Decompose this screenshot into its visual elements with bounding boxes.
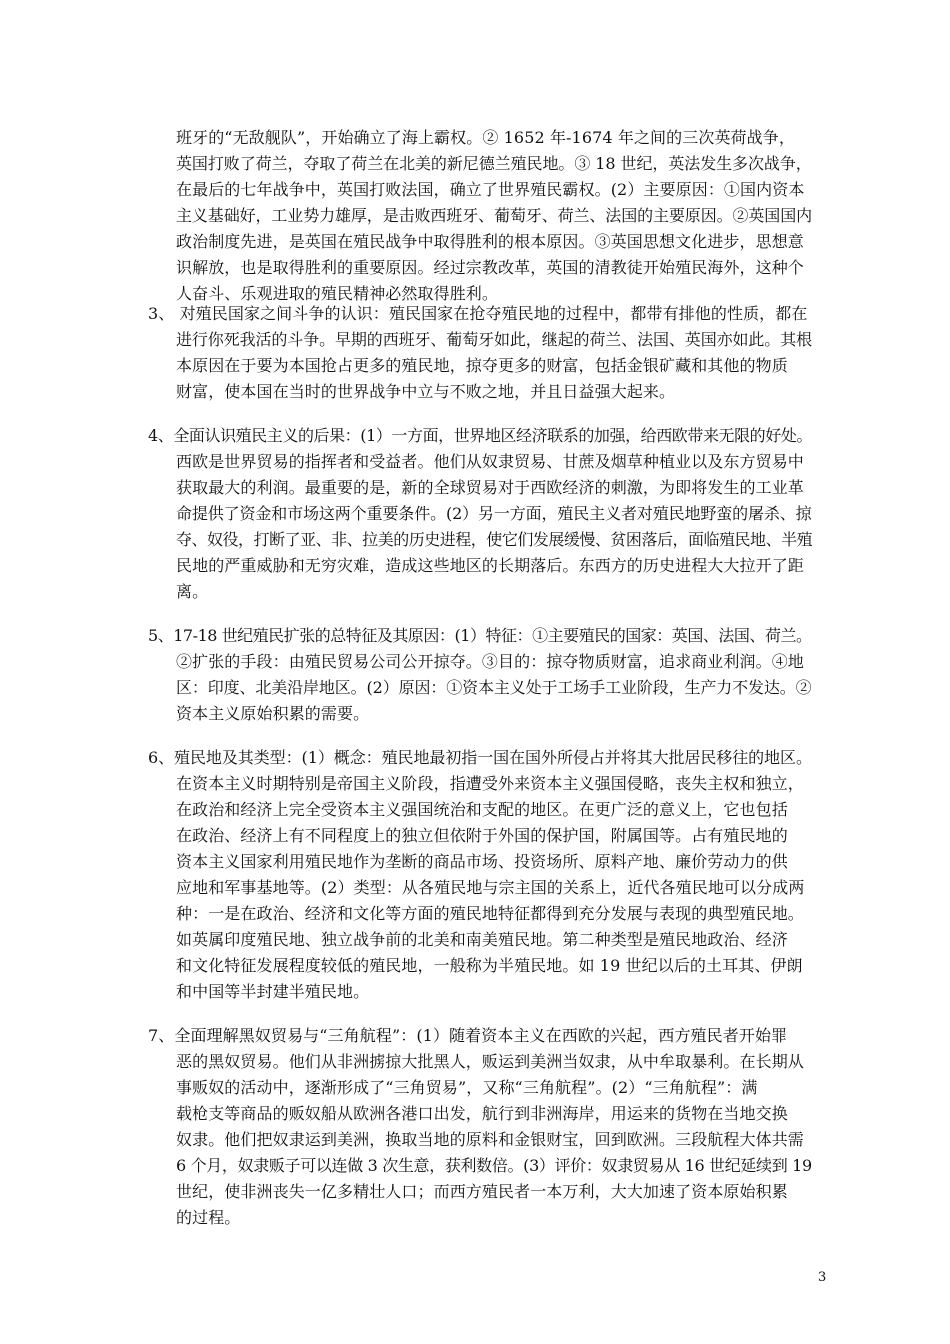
text-line: 西欧是世界贸易的指挥者和受益者。他们从奴隶贸易、甘蔗及烟草种植业以及东方贸易中 (176, 452, 804, 471)
text-line: 的过程。 (176, 1208, 241, 1227)
text-line: 主义基础好，工业势力雄厚，是击败西班牙、葡萄牙、荷兰、法国的主要原因。②英国国内 (176, 206, 813, 225)
section-4-first-line: 4、全面认识殖民主义的后果：(1）一方面，世界地区经济联系的加强，给西欧带来无限的好处。 (148, 426, 812, 445)
text-line: 政治制度先进，是英国在殖民战争中取得胜利的根本原因。③英国思想文化进步，思想意 (176, 232, 804, 251)
text-line: 载枪支等商品的贩奴船从欧洲各港口出发，航行到非洲海岸，用运来的货物在当地交换 (176, 1104, 788, 1123)
text-line: 财富，使本国在当时的世界战争中立与不败之地，并且日益强大起来。 (176, 382, 676, 401)
text-line: 离。 (176, 582, 209, 601)
text-line: 应地和军事基地等。(2）类型：从各殖民地与宗主国的关系上，近代各殖民地可以分成两 (176, 878, 805, 897)
text-line: 夺、奴役，打断了亚、非、拉美的历史进程，使它们发展缓慢、贫困落后，面临殖民地、半殖 (176, 530, 813, 549)
text-line: 和文化特征发展程度较低的殖民地，一般称为半殖民地。如 19 世纪以后的土耳其、伊朗 (176, 956, 803, 975)
text-line: 本原因在于要为本国抢占更多的殖民地，掠夺更多的财富，包括金银矿藏和其他的物质 (176, 356, 788, 375)
text-line: 种：一是在政治、经济和文化等方面的殖民地特征都得到充分发展与表现的典型殖民地。 (176, 904, 804, 923)
text-line: ②扩张的手段：由殖民贸易公司公开掠夺。③目的：掠夺物质财富，追求商业利润。④地 (176, 652, 804, 671)
text-line: 6 个月，奴隶贩子可以连做 3 次生意，获利数倍。(3）评价：奴隶贸易从 16 世纪延续到 19 (176, 1156, 812, 1175)
text-line: 命提供了资金和市场这两个重要条件。(2）另一方面，殖民主义者对殖民地野蛮的屠杀、掠 (176, 504, 812, 523)
text-line: 进行你死我活的斗争。早期的西班牙、葡萄牙如此，继起的荷兰、法国、英国亦如此。其根 (176, 330, 813, 349)
section-6-first-line: 6、殖民地及其类型：(1）概念：殖民地最初指一国在国外所侵占并将其大批居民移往的地区。 (148, 748, 812, 767)
text-line: 世纪，使非洲丧失一亿多精壮人口；而西方殖民者一本万利，大大加速了资本原始积累 (176, 1182, 788, 1201)
text-line: 在政治和经济上完全受资本主义强国统治和支配的地区。在更广泛的意义上，它也包括 (176, 800, 788, 819)
text-line: 在政治、经济上有不同程度上的独立但依附于外国的保护国，附属国等。占有殖民地的 (176, 826, 788, 845)
text-line: 恶的黑奴贸易。他们从非洲掳掠大批黑人，贩运到美洲当奴隶，从中牟取暴利。在长期从 (176, 1052, 804, 1071)
page-number: 3 (818, 1270, 827, 1285)
text-line: 人奋斗、乐观进取的殖民精神必然取得胜利。 (176, 284, 499, 303)
section-7-first-line: 7、全面理解黑奴贸易与“三角航程”：(1）随着资本主义在西欧的兴起，西方殖民者开始罪 (148, 1026, 788, 1045)
text-line: 民地的严重威胁和无穷灾难，造成这些地区的长期落后。东西方的历史进程大大拉开了距 (176, 556, 804, 575)
text-line: 和中国等半封建半殖民地。 (176, 982, 370, 1001)
text-line: 资本主义原始积累的需要。 (176, 704, 370, 723)
text-line: 事贩奴的活动中，逐渐形成了“三角贸易”，又称“三角航程”。(2）“三角航程”：满 (176, 1078, 758, 1097)
text-line: 识解放，也是取得胜利的重要原因。经过宗教改革，英国的清教徒开始殖民海外，这种个 (176, 258, 804, 277)
text-line: 班牙的“无敌舰队”，开始确立了海上霸权。② 1652 年-1674 年之间的三次英荷战争， (176, 128, 795, 147)
section-5-first-line: 5、17-18 世纪殖民扩张的总特征及其原因：(1）特征：①主要殖民的国家：英国、法国、荷兰。 (148, 626, 812, 645)
text-line: 奴隶。他们把奴隶运到美洲，换取当地的原料和金银财宝，回到欧洲。三段航程大体共需 (176, 1130, 804, 1149)
text-line: 区：印度、北美沿岸地区。(2）原因：①资本主义处于工场手工业阶段，生产力不发达。② (176, 678, 812, 697)
section-3-first-line: 3、 对殖民国家之间斗争的认识：殖民国家在抢夺殖民地的过程中，都带有排他的性质，都在 (148, 304, 808, 323)
text-line: 如英属印度殖民地、独立战争前的北美和南美殖民地。第二种类型是殖民地政治、经济 (176, 930, 788, 949)
text-line: 英国打败了荷兰，夺取了荷兰在北美的新尼德兰殖民地。③ 18 世纪，英法发生多次战争， (176, 154, 812, 173)
text-line: 在资本主义时期特别是帝国主义阶段，指遭受外来资本主义强国侵略，丧失主权和独立， (176, 774, 804, 793)
text-line: 在最后的七年战争中，英国打败法国，确立了世界殖民霸权。(2）主要原因：①国内资本 (176, 180, 805, 199)
text-line: 获取最大的利润。最重要的是，新的全球贸易对于西欧经济的刺激，为即将发生的工业革 (176, 478, 804, 497)
text-line: 资本主义国家利用殖民地作为垄断的商品市场、投资场所、原料产地、廉价劳动力的供 (176, 852, 788, 871)
